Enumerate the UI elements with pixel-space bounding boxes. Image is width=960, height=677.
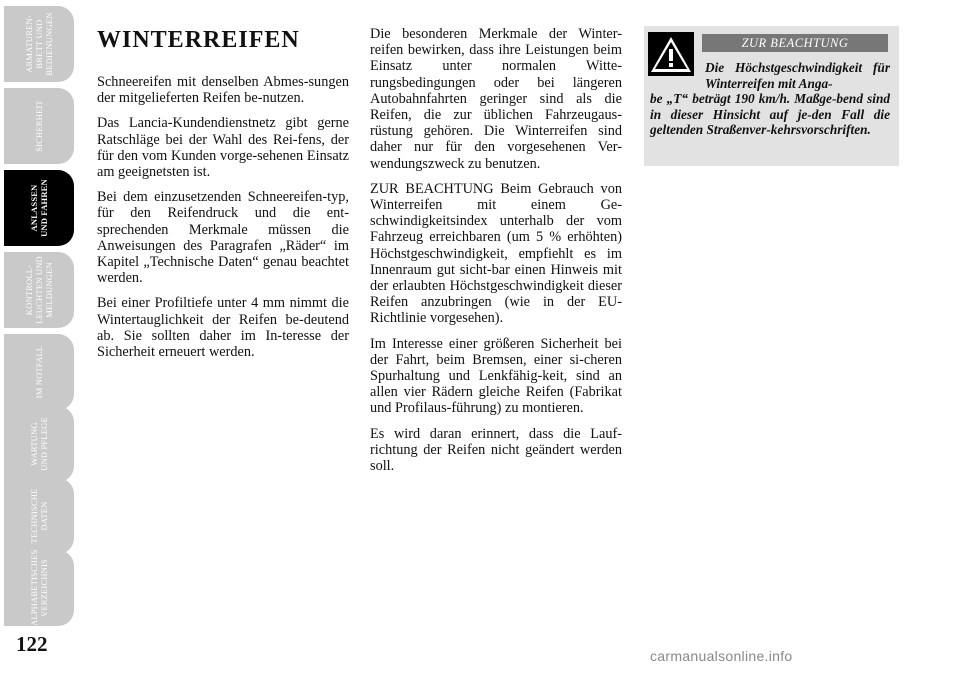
paragraph: Bei einer Profiltiefe unter 4 mm nimmt die Wintertauglichkeit der Reifen be-deutend ab. Sie sollten daher im In-teresse der Sicherheit erneuert werden. bbox=[97, 295, 349, 361]
warning-text bbox=[650, 60, 890, 138]
tab-label: TECHNISCHE DATEN bbox=[29, 488, 49, 544]
chapter-tabs bbox=[4, 0, 74, 640]
tab-armaturenbrett[interactable] bbox=[4, 6, 74, 82]
tab-alphabetisches-verzeichnis[interactable] bbox=[4, 550, 74, 626]
column-middle bbox=[370, 26, 622, 483]
tab-label: IM NOTFALL bbox=[34, 345, 44, 399]
tab-wartung-und-pflege[interactable] bbox=[4, 406, 74, 482]
tab-technische-daten[interactable] bbox=[4, 478, 74, 554]
tab-anlassen-und-fahren[interactable] bbox=[4, 170, 74, 246]
paragraph: Die besonderen Merkmale der Winter-reifen bewirken, dass ihre Leistungen beim Einsatz unter normalen Witte-rungsbedingungen oder bei längeren Autobahnfahrten geringer sind als die Reifen, die zur üblichen Fahrzeugaus-rüstung gehören. Die Winterreifen sind daher nur für den vorgesehenen Ver-wendungszweck zu benutzen. bbox=[370, 26, 622, 172]
warning-heading: ZUR BEACHTUNG bbox=[702, 34, 888, 52]
watermark: carmanualsonline.info bbox=[650, 648, 793, 664]
tab-label: ARMATUREN- BRETT UND BEDIENUNGEN bbox=[24, 12, 54, 76]
tab-kontrollleuchten[interactable] bbox=[4, 252, 74, 328]
paragraph: Schneereifen mit denselben Abmes-sungen der mitgelieferten Reifen be-nutzen. bbox=[97, 74, 349, 107]
tab-label: SICHERHEIT bbox=[34, 100, 44, 152]
warning-text-first: Die Höchstgeschwindigkeit für Winterreifen mit Anga- bbox=[705, 60, 890, 91]
column-left bbox=[97, 26, 349, 369]
tab-label: ALPHABETISCHES VERZEICHNIS bbox=[29, 549, 49, 626]
tab-label: ANLASSEN UND FAHREN bbox=[29, 179, 49, 237]
paragraph: Bei dem einzusetzenden Schneereifen-typ, für den Reifendruck und die ent-sprechenden Merkmale müssen die Anweisungen des Paragrafen „Räder“ im Kapitel „Technische Daten“ genau beachtet werden. bbox=[97, 189, 349, 287]
paragraph: ZUR BEACHTUNG Beim Gebrauch von Winterreifen mit einem Ge-schwindigkeitsindex unterhalb der vom Fahrzeug erreichbaren (um 5 % erhöhten) Höchstgeschwindigkeit, empfiehlt es im Innenraum gut sicht-bar einen Hinweis mit der erlaubten Höchstgeschwindigkeit dieser Reifen anzubringen (wie in der EU-Richtlinie vorgesehen). bbox=[370, 180, 622, 327]
paragraph: Im Interesse einer größeren Sicherheit bei der Fahrt, beim Bremsen, einer si-cheren Spurhaltung und Lenkfähig-keit, sind an allen vier Rädern gleiche Reifen (Fabrikat und Profilaus-führung) zu montieren. bbox=[370, 335, 622, 417]
page-title: WINTERREIFEN bbox=[97, 27, 300, 53]
warning-text-rest: be „T“ beträgt 190 km/h. Maßge-bend sind in dieser Hinsicht auf je-den Fall die geltenden Straßenver-kehrsvorschriften. bbox=[650, 91, 890, 138]
paragraph: Das Lancia-Kundendienstnetz gibt gerne Ratschläge bei der Wahl des Rei-fens, der für den vom Kunden vorge-sehenen Einsatz am geeignetsten ist. bbox=[97, 115, 349, 181]
tab-label: WARTUNG UND PFLEGE bbox=[29, 417, 49, 471]
warning-box bbox=[644, 26, 899, 166]
tab-sicherheit[interactable] bbox=[4, 88, 74, 164]
paragraph: Es wird daran erinnert, dass die Lauf-richtung der Reifen nicht geändert werden soll. bbox=[370, 425, 622, 475]
tab-label: KONTROLL- LEUCHTEN UND MELDUNGEN bbox=[24, 256, 54, 324]
page-number: 122 bbox=[16, 632, 48, 656]
tab-im-notfall[interactable] bbox=[4, 334, 74, 410]
